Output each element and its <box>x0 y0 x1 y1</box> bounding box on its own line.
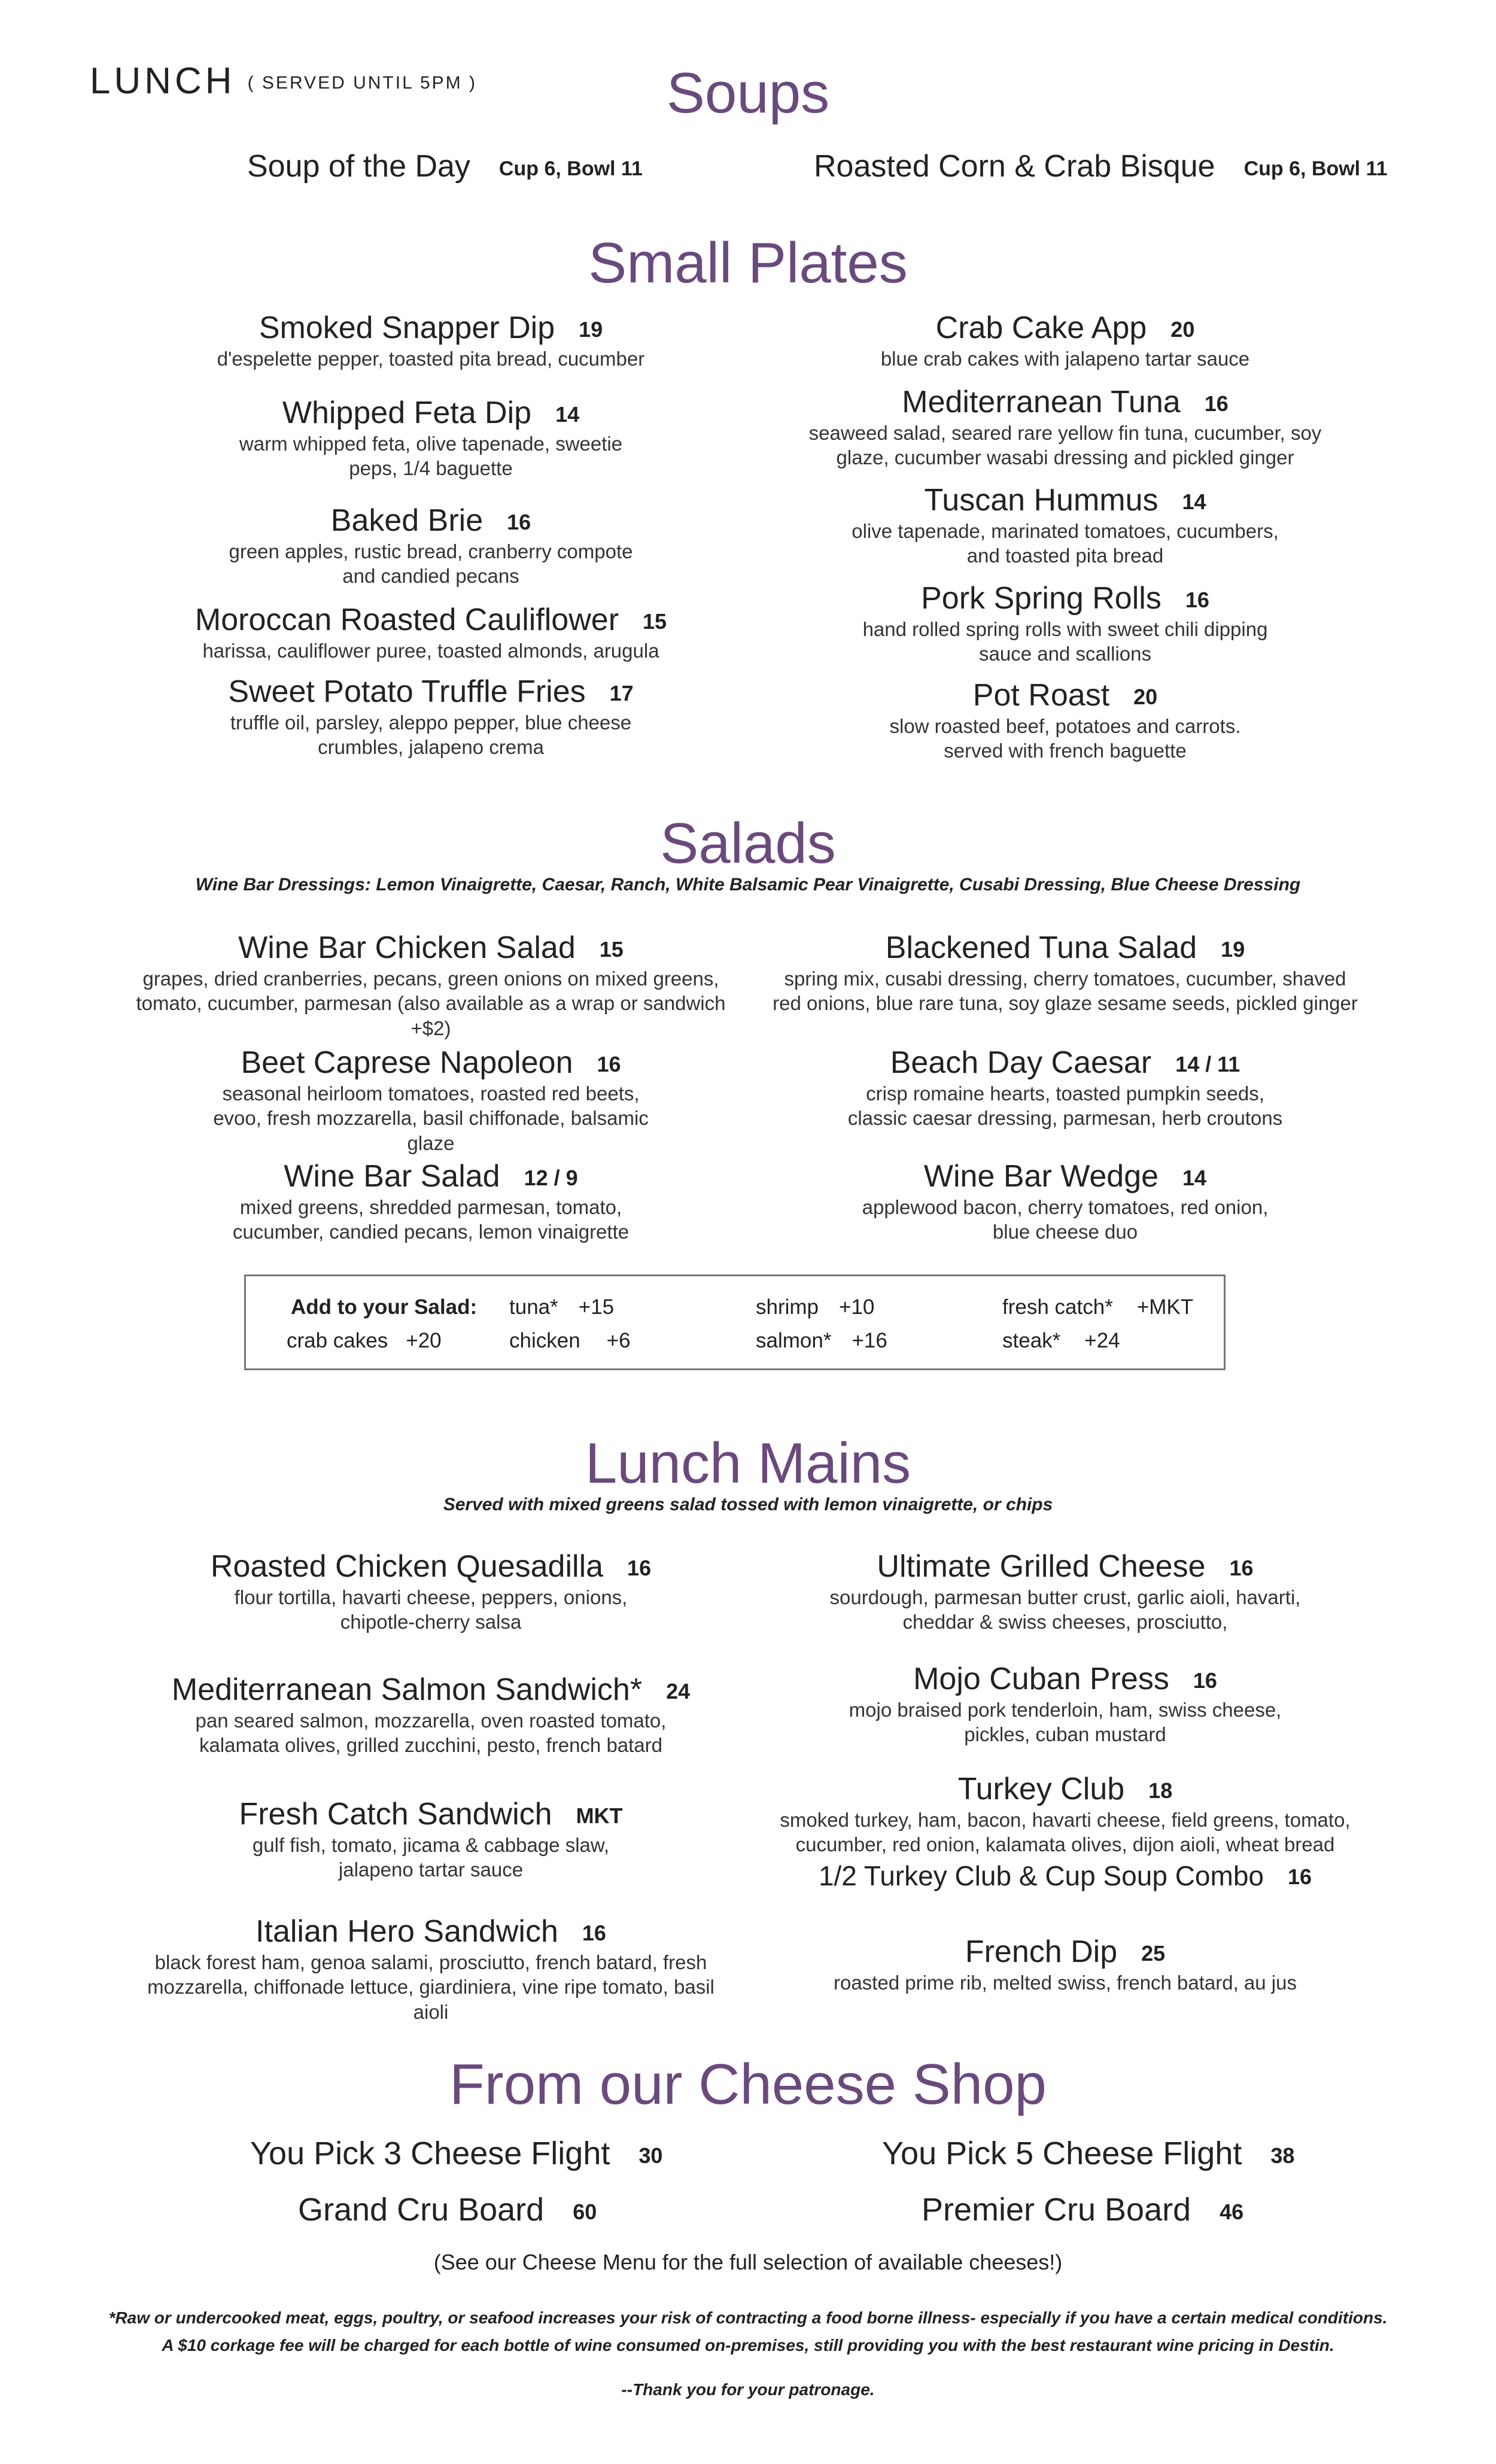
soup-name: Soup of the Day <box>247 149 470 184</box>
item-price: 20 <box>1170 317 1195 342</box>
item-name: Roasted Chicken Quesadilla <box>210 1549 604 1584</box>
menu-item <box>772 931 1358 1016</box>
item-price: 19 <box>579 317 603 342</box>
item-description: gulf fish, tomato, jicama & cabbage slaw, jalapeno tartar sauce <box>252 1834 610 1881</box>
item-name: Tuscan Hummus <box>924 483 1159 518</box>
soup-item <box>814 148 1388 184</box>
item-name: Beach Day Caesar <box>890 1045 1152 1080</box>
addon-item: fresh catch* +MKT <box>1002 1295 1194 1319</box>
raw-food-warning: *Raw or undercooked meat, eggs, poultry, or seafood increases your risk of contracting a food borne illness- especially if you have a certain medical conditions. <box>108 2308 1388 2327</box>
cheese-item <box>882 2135 1294 2172</box>
soups-title: Soups <box>666 61 830 125</box>
menu-item <box>814 1550 1316 1635</box>
item-name: Whipped Feta Dip <box>282 396 532 430</box>
addons-label: Add to your Salad: <box>291 1295 478 1319</box>
menu-item <box>132 1915 730 2024</box>
item-name: French Dip <box>965 1934 1118 1969</box>
menu-item <box>790 385 1340 470</box>
menu-item <box>850 582 1281 667</box>
menu-item <box>227 675 634 760</box>
cheese-item <box>298 2191 597 2228</box>
item-name: Moroccan Roasted Cauliflower <box>194 603 619 637</box>
item-name: Smoked Snapper Dip <box>259 311 555 345</box>
item-description: hand rolled spring rolls with sweet chili dipping sauce and scallions <box>862 618 1268 665</box>
item-description: olive tapenade, marinated tomatoes, cucumbers, and toasted pita bread <box>852 520 1279 567</box>
menu-item <box>838 1662 1293 1747</box>
item-name: Pot Roast <box>972 678 1110 713</box>
item-price: 12 / 9 <box>524 1166 578 1190</box>
item-price: 16 <box>597 1052 621 1076</box>
item-description: spring mix, cusabi dressing, cherry tomatoes, cucumber, shaved red onions, blue rare tuna, soy glaze sesame seeds, pickled ginger <box>773 968 1358 1015</box>
item-price: 16 <box>582 1921 606 1945</box>
item-price: 60 <box>573 2200 597 2224</box>
item-name: Baked Brie <box>330 503 484 538</box>
item-description: seasonal heirloom tomatoes, roasted red beets, evoo, fresh mozzarella, basil chiffonade, balsamic glaze <box>213 1082 649 1154</box>
item-price: 25 <box>1141 1941 1166 1966</box>
menu-item <box>197 1046 664 1155</box>
item-description: crisp romaine hearts, toasted pumpkin seeds, classic caesar dressing, parmesan, herb croutons <box>847 1082 1283 1130</box>
item-name: You Pick 3 Cheese Flight <box>250 2136 610 2171</box>
item-price: 19 <box>1221 937 1245 962</box>
item-description: flour tortilla, havarti cheese, peppers, onions, chipotle-cherry salsa <box>234 1586 628 1633</box>
item-description: truffle oil, parsley, aleppo pepper, blue cheese crumbles, jalapeno crema <box>230 711 632 759</box>
item-name: Premier Cru Board <box>922 2192 1191 2228</box>
item-price: 15 <box>599 937 624 962</box>
item-price: 24 <box>666 1679 691 1703</box>
item-price: 20 <box>1133 685 1158 709</box>
item-price: 18 <box>1148 1778 1173 1803</box>
item-name: Grand Cru Board <box>298 2192 545 2228</box>
salads-title: Salads <box>660 811 836 875</box>
addon-item: tuna* +15 <box>509 1295 615 1319</box>
item-description: green apples, rustic bread, cranberry compote and candied pecans <box>229 540 633 588</box>
item-description: blue crab cakes with jalapeno tartar sauce <box>880 348 1250 370</box>
item-name: Wine Bar Salad <box>284 1159 500 1194</box>
item-description: warm whipped feta, olive tapenade, sweetie peps, 1/4 baguette <box>239 433 623 480</box>
item-description: slow roasted beef, potatoes and carrots. served with french baguette <box>889 715 1241 762</box>
item-description: seaweed salad, seared rare yellow fin tuna, cucumber, soy glaze, cucumber wasabi dressing and pickled ginger <box>808 422 1322 469</box>
item-name: Mediterranean Tuna <box>902 385 1181 419</box>
item-price: 14 <box>1182 1166 1207 1190</box>
item-name: Fresh Catch Sandwich <box>239 1797 552 1832</box>
corkage-note: A $10 corkage fee will be charged for each bottle of wine consumed on-premises, still providing you with the best restaurant wine pricing in Destin. <box>162 2336 1334 2355</box>
item-price: 16 <box>1229 1556 1254 1580</box>
menu-item <box>802 1935 1328 1995</box>
served-until: ( SERVED UNTIL 5PM ) <box>247 73 477 93</box>
item-description: mojo braised pork tenderloin, ham, swiss cheese, pickles, cuban mustard <box>849 1699 1282 1746</box>
menu-item <box>838 1046 1293 1131</box>
menu-item <box>108 603 754 663</box>
item-name: Pork Spring Rolls <box>921 581 1161 616</box>
menu-item <box>227 504 634 589</box>
item-name: Ultimate Grilled Cheese <box>877 1549 1206 1584</box>
menu-item <box>227 1797 634 1882</box>
menu-item <box>778 1861 1352 1891</box>
item-price: 16 <box>627 1556 652 1580</box>
cheese-item <box>250 2135 662 2172</box>
cheese-shop-title: From our Cheese Shop <box>449 2052 1047 2116</box>
salad-dressings: Wine Bar Dressings: Lemon Vinaigrette, Caesar, Ranch, White Balsamic Pear Vinaigrette, Cusabi Dressing, Blue Cheese Dressing <box>195 875 1301 895</box>
lunch-mains-title: Lunch Mains <box>585 1431 911 1495</box>
item-description: roasted prime rib, melted swiss, french batard, au jus <box>833 1972 1297 1994</box>
item-description: sourdough, parmesan butter crust, garlic aioli, havarti, cheddar & swiss cheeses, prosciutto, <box>829 1586 1301 1633</box>
item-price: 15 <box>643 609 667 634</box>
item-name: Mediterranean Salmon Sandwich* <box>171 1672 643 1707</box>
item-price: 14 / 11 <box>1175 1052 1240 1076</box>
item-price: 16 <box>1288 1864 1312 1889</box>
soup-name: Roasted Corn & Crab Bisque <box>814 149 1215 184</box>
soup-price: Cup 6, Bowl 11 <box>498 157 643 180</box>
item-price: 16 <box>1204 391 1229 416</box>
item-name: Crab Cake App <box>935 311 1147 345</box>
item-price: 14 <box>555 402 580 427</box>
item-name: Blackened Tuna Salad <box>885 930 1197 965</box>
item-description: grapes, dried cranberries, pecans, green onions on mixed greens, tomato, cucumber, parmesan (also available as a wrap or sandwich +$2) <box>136 968 726 1039</box>
addon-item: crab cakes +20 <box>287 1329 442 1352</box>
menu-item <box>862 679 1269 763</box>
cheese-menu-note: (See our Cheese Menu for the full selection of available cheeses!) <box>433 2250 1063 2274</box>
item-name: Wine Bar Wedge <box>923 1159 1159 1194</box>
cheese-item <box>922 2191 1243 2228</box>
soup-item <box>247 148 643 184</box>
soup-price: Cup 6, Bowl 11 <box>1243 157 1388 180</box>
addon-item: steak* +24 <box>1002 1329 1120 1352</box>
item-name: Italian Hero Sandwich <box>256 1914 558 1949</box>
item-price: 16 <box>1193 1668 1217 1693</box>
item-name: Mojo Cuban Press <box>913 1662 1169 1696</box>
menu-item <box>108 311 754 371</box>
item-name: Turkey Club <box>957 1772 1125 1806</box>
item-name: Sweet Potato Truffle Fries <box>228 674 586 709</box>
item-description: harissa, cauliflower puree, toasted almonds, arugula <box>202 640 659 662</box>
item-name: You Pick 5 Cheese Flight <box>882 2136 1242 2171</box>
item-price: 14 <box>1182 489 1206 514</box>
addon-item: chicken +6 <box>509 1329 631 1352</box>
menu-item <box>742 311 1388 371</box>
item-name: 1/2 Turkey Club & Cup Soup Combo <box>818 1860 1264 1891</box>
menu-item <box>197 1160 664 1245</box>
item-description: black forest ham, genoa salami, prosciutto, french batard, fresh mozzarella, chiffonade lettuce, giardiniera, vine ripe tomato, basil aioli <box>147 1951 714 2023</box>
item-price: MKT <box>576 1803 623 1828</box>
menu-item <box>850 483 1281 568</box>
item-description: d'espelette pepper, toasted pita bread, cucumber <box>217 348 645 370</box>
item-description: applewood bacon, cherry tomatoes, red onion, blue cheese duo <box>862 1196 1269 1243</box>
item-price: 46 <box>1220 2200 1244 2224</box>
menu-item <box>778 1772 1352 1857</box>
menu-item <box>850 1160 1281 1245</box>
item-price: 16 <box>1185 588 1209 612</box>
salad-addons-box <box>244 1274 1226 1370</box>
item-price: 16 <box>507 510 531 534</box>
item-price: 17 <box>609 681 634 705</box>
item-name: Beet Caprese Napoleon <box>241 1045 573 1080</box>
item-name: Wine Bar Chicken Salad <box>238 930 576 965</box>
item-description: mixed greens, shredded parmesan, tomato, cucumber, candied pecans, lemon vinaigrette <box>232 1196 630 1243</box>
menu-item <box>197 1550 664 1635</box>
menu-item <box>120 931 742 1041</box>
item-description: smoked turkey, ham, bacon, havarti cheese, field greens, tomato, cucumber, red onion, kalamata olives, dijon aioli, wheat bread <box>780 1809 1351 1856</box>
addon-item: salmon* +16 <box>756 1329 887 1352</box>
small-plates-title: Small Plates <box>588 231 908 295</box>
menu-item <box>162 1673 700 1758</box>
mains-subtitle: Served with mixed greens salad tossed with lemon vinaigrette, or chips <box>443 1495 1053 1514</box>
thank-you-note: --Thank you for your patronage. <box>621 2380 875 2399</box>
menu-item <box>227 396 634 481</box>
lunch-label: LUNCH <box>90 60 236 102</box>
item-price: 38 <box>1270 2143 1295 2168</box>
addon-item: shrimp +10 <box>756 1295 875 1319</box>
item-price: 30 <box>638 2143 663 2168</box>
item-description: pan seared salmon, mozzarella, oven roasted tomato, kalamata olives, grilled zucchini, pesto, french batard <box>195 1709 667 1757</box>
